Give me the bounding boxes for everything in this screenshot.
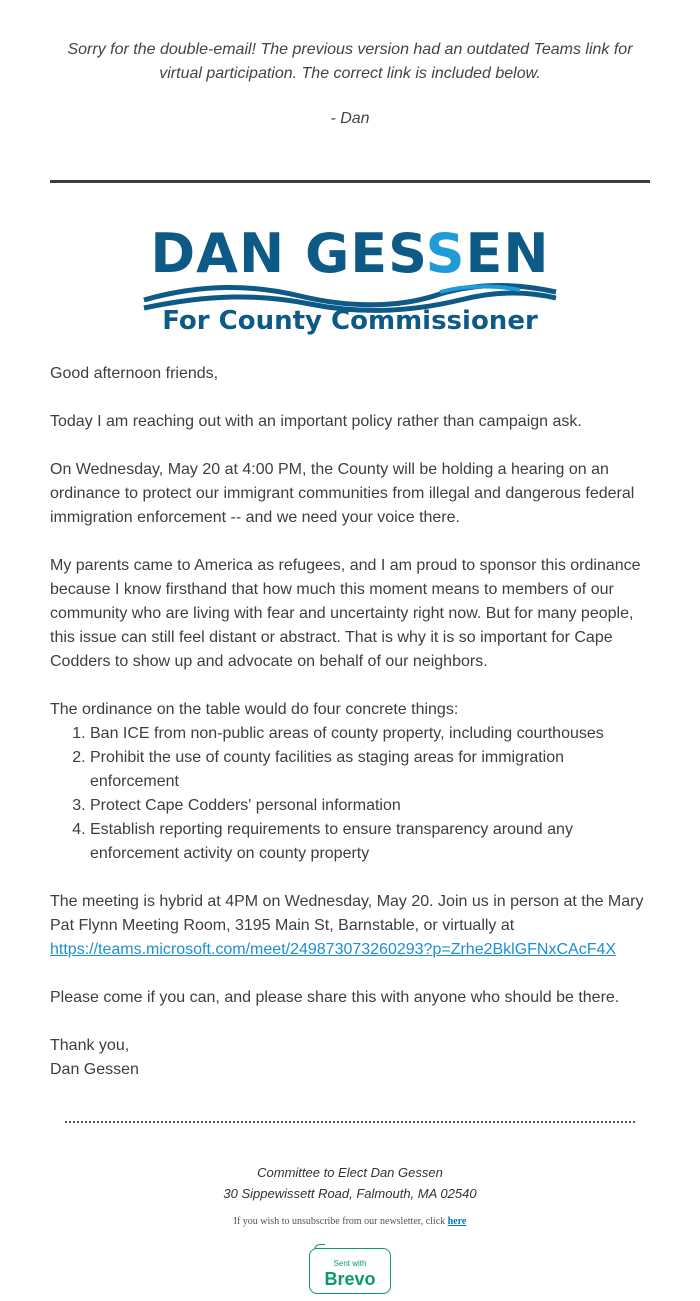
logo-subtitle: For County Commissioner: [162, 306, 538, 336]
closing-thanks: Thank you,: [50, 1037, 130, 1054]
list-item: 3. Protect Cape Codders' personal information: [90, 794, 650, 818]
footer-org: Committee to Elect Dan Gessen: [257, 1165, 443, 1180]
ordinance-list: [50, 722, 650, 866]
list-item: 4. Establish reporting requirements to ensure transparency around any enforcement activity on county property: [90, 818, 650, 866]
list-intro: The ordinance on the table would do four concrete things:: [50, 701, 459, 718]
meeting-text: The meeting is hybrid at 4PM on Wednesday, May 20. Join us in person at the Mary Pat Flynn Meeting Room, 3195 Main St, Barnstable, or virtually at: [50, 893, 644, 934]
teams-meeting-link[interactable]: https://teams.microsoft.com/meet/249873073260293?p=Zrhe2BklGFNxCAcF4X: [50, 941, 617, 958]
brevo-sent-with: Sent with: [333, 1259, 367, 1268]
closing: [50, 1034, 650, 1082]
intro-line-1: Sorry for the double-email! The previous version had an outdated Teams link for: [67, 41, 633, 58]
unsubscribe-notice: [50, 1216, 650, 1227]
unsubscribe-text: If you wish to unsubscribe from our newsletter, click: [233, 1216, 446, 1227]
paragraph-policy-ask: Today I am reaching out with an important policy rather than campaign ask.: [50, 413, 582, 430]
section-divider: [50, 180, 650, 183]
footer-address: [50, 1162, 650, 1204]
intro-signature: - Dan: [330, 110, 370, 127]
brevo-badge[interactable]: [309, 1248, 391, 1294]
intro-note: [50, 38, 650, 86]
unsubscribe-link[interactable]: here: [447, 1216, 467, 1227]
campaign-logo: [140, 222, 560, 341]
footer-street: 30 Sippewissett Road, Falmouth, MA 02540: [223, 1186, 477, 1201]
paragraph-personal: My parents came to America as refugees, and I am proud to sponsor this ordinance because I know firsthand that how much this moment means to members of our community who are living with fear and uncertainty right now. But for many people, this issue can still feel distant or abstract. That is why it is so important for Cape Codders to show up and advocate on behalf of our neighbors.: [50, 557, 641, 670]
logo-name-part-2: EN: [465, 222, 550, 285]
paragraph-meeting: [50, 890, 650, 962]
footer-divider: [65, 1121, 635, 1123]
logo-name: [140, 222, 560, 285]
logo-name-part-1: DAN GES: [150, 222, 426, 285]
intro-line-2: virtual participation. The correct link is included below.: [159, 65, 541, 82]
paragraph-please-come: Please come if you can, and please share this with anyone who should be there.: [50, 989, 620, 1006]
email-body: [50, 362, 650, 1082]
greeting: Good afternoon friends,: [50, 365, 219, 382]
paragraph-hearing: On Wednesday, May 20 at 4:00 PM, the County will be holding a hearing on an ordinance to protect our immigrant communities from illegal and dangerous federal immigration enforcement -- and we need your voice there.: [50, 461, 635, 526]
list-item: 2. Prohibit the use of county facilities as staging areas for immigration enforcement: [90, 746, 650, 794]
list-item: 1. Ban ICE from non-public areas of county property, including courthouses: [90, 722, 650, 746]
logo-name-accent: S: [425, 222, 466, 285]
closing-name: Dan Gessen: [50, 1061, 139, 1078]
brevo-logo-text: Brevo: [324, 1269, 376, 1289]
